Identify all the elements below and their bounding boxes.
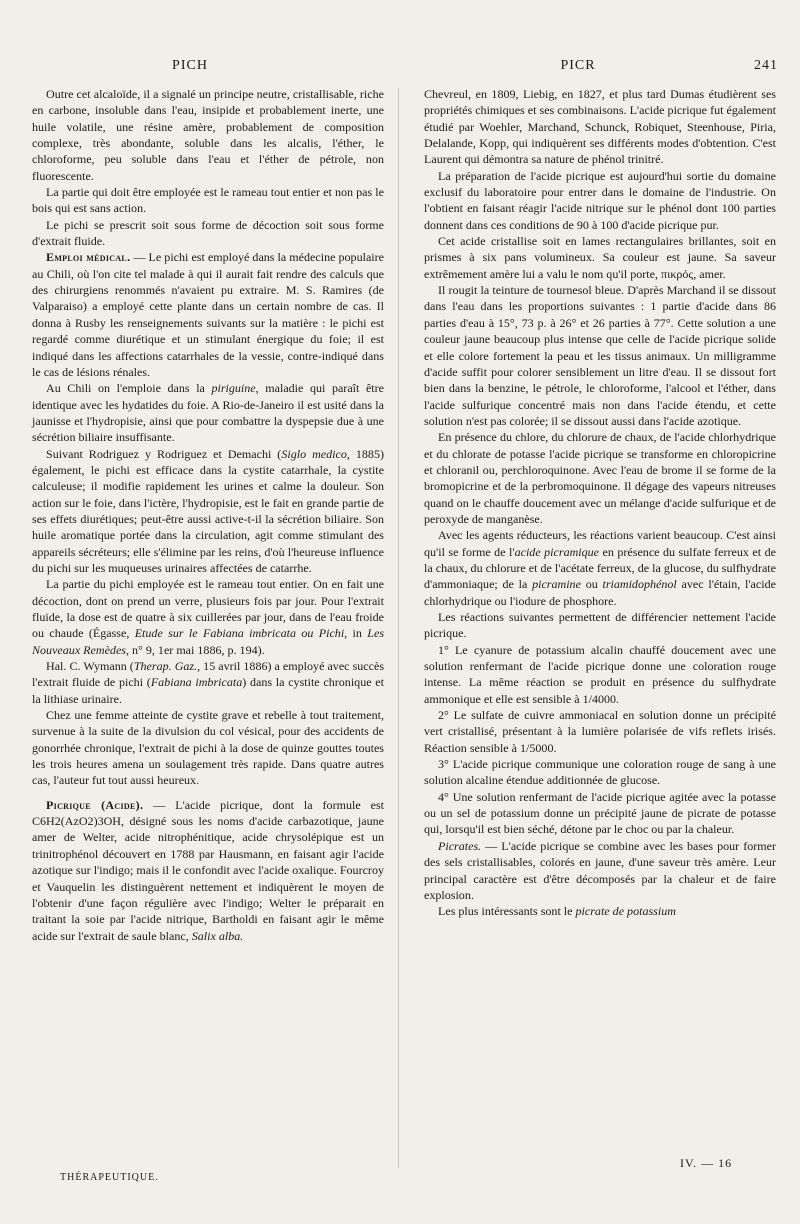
paragraph: Le pichi se prescrit soit sous forme de décoction soit sous forme d'extrait fluide. <box>32 217 384 249</box>
emphasis: Etude sur le Fabiana imbricata ou Pichi <box>134 626 345 641</box>
paragraph-text: — Le pichi est employé dans la médecine populaire au Chili, où l'on cite tel malade à qui il aurait fait rendre des calculs que des chirurgiens renommés n'avaient pu extraire. M. S. Ramires (de Valparaiso) a employé cette plante dans un certain nombre de cas. Il donna à Rusby les renseignements suivants sur la matière : le pichi est regardé comme diurétique et un stimulant énergique du foie; il est indiqué dans les affections catarrhales de la vessie, contre-indiqué dans le cas de lésions rénales. <box>32 250 385 379</box>
paragraph: 2° Le sulfate de cuivre ammoniacal en solution donne un précipité vert cristallisé, présentant à la lumière polarisée de vifs reflets irisés. Réaction sensible à 1/5000. <box>424 708 776 755</box>
emphasis: Siglo medico <box>281 446 347 461</box>
paragraph: La partie qui doit être employée est le rameau tout entier et non pas le bois qui est sans action. <box>32 185 384 216</box>
emphasis: Picrates. <box>438 838 482 853</box>
emphasis: Therap. Gaz. <box>133 659 198 674</box>
text: La partie du pichi employée est le rameau tout entier. On en fait une décoction, dont on prend un verre, plusieurs fois par jour. Pour l'extrait fluide, la dose est de quatre à six cuillerées par jour, dans de l'eau froide ou chaude (Égasse, <box>32 577 384 641</box>
paragraph <box>32 658 384 707</box>
text: avec l'étain, l'acide chlorhydrique ou l'iodure de phosphore. <box>424 577 776 608</box>
text: , in <box>344 626 368 641</box>
signature-mark: IV. — 16 <box>680 1156 733 1170</box>
paragraph: Outre cet alcaloïde, il a signalé un principe neutre, cristallisable, riche en carbone, insoluble dans l'eau, insipide et probablement inerte, une huile volatile, une résine amère, probablement de composition complexe, très abondante, soluble dans les alcalis, l'éther, le chloroforme, peu soluble dans l'eau et l'éther de pétrole, non fluorescente. <box>32 87 384 183</box>
section-lead: Picrique (Acide). <box>46 797 144 812</box>
text: , 1885) également, le pichi est efficace dans la cystite catarrhale, la cystite calculeuse; il modifie rapidement les urines et calme la douleur. Son action sur le foie, dans l'ictère, l'hydropisie, est le fait en grande partie de ses effets diurétiques; peut-être aussi active-t-il la sécrétion biliaire. Son huile aromatique portée dans la circulation, agit comme stimulant des appareils sécréteurs; elle s'élimine par les reins, d'où l'heureuse influence du pichi sur les muqueuses urinaires affectées de catarrhe. <box>32 446 384 575</box>
emphasis: piriguine <box>211 381 256 396</box>
emphasis: picramine <box>532 577 581 592</box>
text: ) dans la cystite chronique et la lithiase urinaire. <box>32 675 384 706</box>
paragraph <box>32 446 384 577</box>
paragraph: 3° L'acide picrique communique une coloration rouge de sang à une solution alcaline étendue additionnée de glucose. <box>424 757 776 788</box>
paragraph <box>424 903 776 919</box>
paragraph <box>32 797 384 944</box>
text: , maladie qui paraît être identique avec les hydatides du foie. A Rio-de-Janeiro il est usité dans la jaunisse et l'hydropisie, ainsi que pour combattre la dyspepsie due à une sécrétion biliaire insuffisante. <box>32 381 385 445</box>
emphasis: picrate de potassium <box>575 904 676 919</box>
paragraph <box>32 249 384 380</box>
text: en présence du sulfate ferreux et de la chaux, du chlorure et de l'acétate ferreux, de la glucose, du sulfhydrate d'ammoniaque; de la <box>424 544 776 592</box>
paragraph <box>424 838 776 903</box>
footer-label: THÉRAPEUTIQUE. <box>60 1172 159 1183</box>
emphasis: Salix alba. <box>191 928 244 943</box>
text: ou <box>580 577 603 592</box>
text: — L'acide picrique, dont la formule est C6H2(AzO2)3OH, désigné sous les noms d'acide carbazotique, jaune amer de Welter, acide nitrophénitique, acide chrysolépique est un trinitrophénol découvert en 1788 par Hausmann, en faisant agir l'acide azotique sur l'indigo; mais il le confondit avec l'acide oxalique. Fourcroy et Vauquelin les distinguèrent nettement et indiquèrent le moyen de l'obtenir d'une façon régulière avec l'indigo; Welter le préparait en traitant la soie par l'acide nitrique, Bartholdi en faisant agir le même acide sur l'extrait de saule blanc, <box>32 797 384 943</box>
text: Les plus intéressants sont le <box>438 904 576 919</box>
running-head-left: PICH <box>172 58 208 73</box>
paragraph: Chevreul, en 1809, Liebig, en 1827, et plus tard Dumas étudièrent ses propriétés chimiques et ses combinaisons. L'acide picrique fut également étudié par Woehler, Marchand, Schunck, Robiquet, Steenhouse, Piria, Delalande, Kopp, qui indiquèrent ses différents modes d'obtention. C'est Laurent qui démontra sa nature de phénol trinitré. <box>424 87 776 167</box>
emphasis: acide picramique <box>514 544 600 559</box>
text: , n° 9, 1er mai 1886, p. 194). <box>126 642 265 657</box>
paragraph: Il rougit la teinture de tournesol bleue. D'après Marchand il se dissout dans l'eau dans les proportions suivantes : 1 partie d'acide dans 86 parties d'eau à 15°, 73 p. à 26° et 26 parties à 77°. Cette solution a une couleur jaune beaucoup plus intense que celle de l'acide picrique solide et elle colore fortement la peau et les tissus animaux. Un milligramme d'acide suffit pour colorer sensiblement un litre d'eau. Il se dissout fort bien dans la benzine, le pétrole, le chloroforme, l'alcool et l'éther, dans l'acide sulfurique concentré mais non dans l'acide étendu, et cette solution n'est pas colorée; il se dissout aussi dans l'acide azotique. <box>424 283 776 428</box>
paragraph <box>32 380 384 445</box>
emphasis: Fabiana imbricata <box>150 675 243 690</box>
paragraph: Cet acide cristallise soit en lames rectangulaires brillantes, soit en prismes à six pans volumineux. Sa couleur est jaune. Sa saveur extrêmement amère lui a valu le nom qu'il porte, πικρός, amer. <box>424 234 776 281</box>
right-column <box>424 86 776 920</box>
paragraph: 4° Une solution renfermant de l'acide picrique agitée avec la potasse ou un sel de potassium donne un précipité jaune de picrate de potasse qui, lorsqu'il est bien séché, détone par le choc ou par la chaleur. <box>424 789 776 837</box>
running-head-right: PICR <box>560 58 596 73</box>
paragraph <box>424 527 776 609</box>
paragraph: 1° Le cyanure de potassium alcalin chauffé doucement avec une solution renfermant de l'acide picrique donne une coloration rouge intense. La même réaction se produit en présence du sulfhydrate ammonique et elle est sensible à 1/4000. <box>424 642 776 706</box>
text: Suivant Rodriguez y Rodriguez et Demachi ( <box>46 446 282 461</box>
section-lead: Emploi médical. <box>46 250 131 265</box>
left-column <box>32 86 384 944</box>
emphasis: Les Nouveaux Remèdes <box>32 626 385 657</box>
text: Hal. C. Wymann ( <box>46 659 134 674</box>
emphasis: triamidophénol <box>602 577 677 592</box>
text: Au Chili on l'emploie dans la <box>46 381 212 396</box>
paragraph: Chez une femme atteinte de cystite grave et rebelle à tout traitement, survenue à la suite de la divulsion du col vésical, pour des accidents de gonorrhée chronique, l'extrait de pichi à la dose de quinze gouttes toutes les trois heures amena un soulagement très rapide. Dans quatre autres cas, l'auteur fut tout aussi heureux. <box>32 708 384 788</box>
page-number: 241 <box>754 58 778 73</box>
paragraph: La préparation de l'acide picrique est aujourd'hui sortie du domaine exclusif du laboratoire pour entrer dans le domaine de l'industrie. On l'obtient en faisant réagir l'acide nitrique sur le phénol dont 100 parties donnent dans ces conditions de 90 à 100 d'acide picrique pur. <box>424 168 776 232</box>
text: Avec les agents réducteurs, les réactions varient beaucoup. C'est ainsi qu'il se forme de l' <box>424 528 776 559</box>
paragraph: Les réactions suivantes permettent de différencier nettement l'acide picrique. <box>424 610 776 641</box>
paragraph <box>32 576 384 658</box>
column-rule <box>398 88 399 1168</box>
text: , 15 avril 1886) a employé avec succès l'extrait fluide de pichi ( <box>32 659 385 690</box>
paragraph: En présence du chlore, du chlorure de chaux, de l'acide chlorhydrique et du chlorate de potasse l'acide picrique se transforme en chloropicrine et chloranil ou, perchloroquinone. Avec l'eau de brome il se forme de la bromopicrine et de la perbromoquinone. Il dégage des vapeurs nitreuses quand on le chauffe doucement avec un mélange d'acide sulfurique et de peroxyde de manganèse. <box>424 430 776 526</box>
text: — L'acide picrique se combine avec les bases pour former des sels cristallisables, colorés en jaune, d'une saveur très amère. Leur principal caractère est d'être décomposés par la chaleur et de faire explosion. <box>424 838 776 902</box>
